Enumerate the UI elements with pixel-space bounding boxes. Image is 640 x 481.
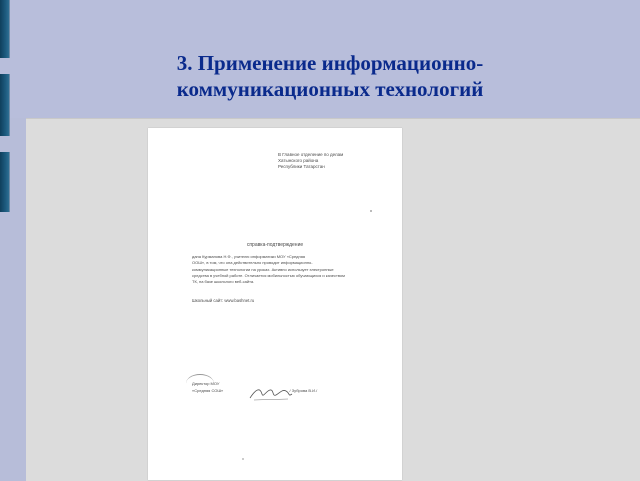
document-site: Школьный сайт: www.bashnet.ru [192, 298, 255, 303]
body-line: дана Курманова Н.Ф., учителю информатики МОУ «Средняя [192, 254, 306, 259]
body-line: ТК, на базе школьного веб-сайта. [192, 279, 255, 285]
document-body [192, 254, 388, 285]
side-bar-1 [0, 0, 9, 58]
addressee-line: В Главное отделение по делам [278, 152, 344, 157]
slide-title-line1: 3. Применение информационно- [176, 51, 484, 75]
scanned-document [148, 128, 402, 480]
body-line: коммуникационные технологии на уроках. Активно использует электронные [192, 266, 334, 272]
addressee-line: Хатынского района [278, 158, 319, 163]
side-bar-2 [0, 74, 9, 136]
side-decoration [0, 0, 16, 480]
document-addressee [278, 152, 388, 170]
addressee-line: Республики Татарстан [278, 164, 325, 169]
document-title: справка-подтверждение [246, 242, 304, 248]
body-line: ООШ», в том, что она действительно проводит информационно- [192, 260, 313, 266]
slide-title [40, 50, 620, 102]
scan-speck [242, 458, 244, 460]
body-line: средства в учебной работе. Отличается мобильностью обучающихся и качеством [192, 272, 345, 278]
signer-org: «Средняя СОШ» / Зуброва В.И./ [192, 388, 318, 393]
signer-name: / Зуброва В.И./ [289, 388, 318, 393]
side-bar-3 [0, 152, 9, 212]
signer-title: Директор МОУ [192, 381, 220, 386]
scan-speck [370, 210, 372, 212]
slide-title-line2: коммуникационных технологий [176, 77, 484, 101]
signature-icon [248, 385, 294, 403]
